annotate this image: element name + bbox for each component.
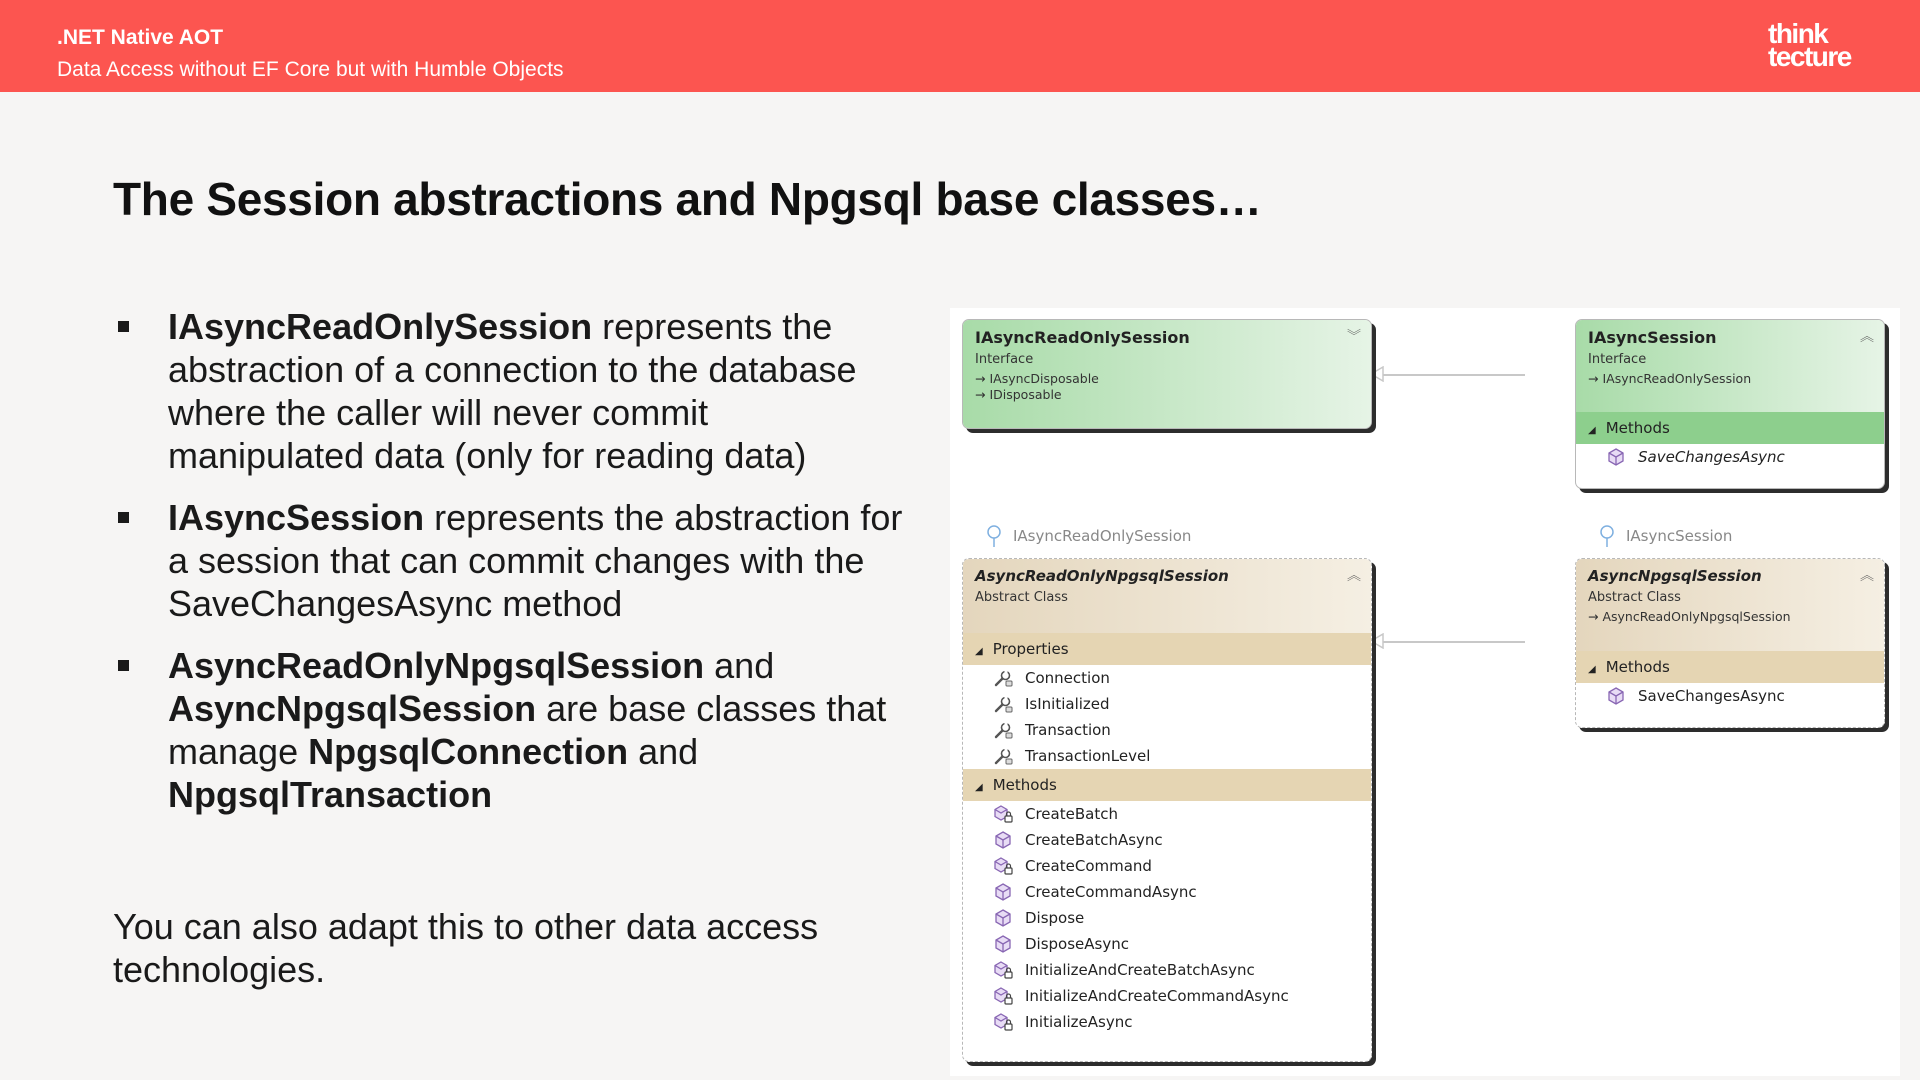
method-item[interactable] [1576, 683, 1884, 709]
method-item[interactable] [963, 801, 1371, 827]
property-name: Transaction [1025, 721, 1111, 739]
asyncnpgsqlsession-box[interactable] [1575, 558, 1885, 728]
protected-method-icon [993, 804, 1013, 824]
type-name: IAsyncSession [1588, 328, 1717, 347]
inherits-label: IAsyncReadOnlySession [1602, 371, 1752, 386]
properties-section-header[interactable] [963, 633, 1371, 665]
method-name: CreateCommandAsync [1025, 883, 1197, 901]
property-wrench-icon [993, 694, 1013, 714]
properties-list [963, 665, 1371, 769]
box-header [963, 320, 1371, 429]
inherits-label: AsyncReadOnlyNpgsqlSession [1602, 609, 1791, 624]
inherits-item: → IAsyncDisposable [975, 371, 1099, 386]
implements-lollipop-left [987, 525, 1191, 547]
method-icon [993, 934, 1013, 954]
section-label: Properties [992, 640, 1069, 658]
collapse-chevron-icon[interactable]: ︽ [1860, 568, 1874, 584]
protected-method-icon [993, 1012, 1013, 1032]
thinktecture-logo [1768, 18, 1851, 72]
method-name: InitializeAndCreateBatchAsync [1025, 961, 1255, 979]
box-header [1576, 559, 1884, 651]
bullet-item [113, 644, 903, 816]
methods-section-header[interactable] [1576, 412, 1884, 444]
bullet-term: NpgsqlConnection [308, 731, 629, 772]
method-icon [1606, 447, 1626, 467]
method-item[interactable] [1576, 444, 1884, 470]
bullet-item [113, 496, 903, 625]
inherits-item: → AsyncReadOnlyNpgsqlSession [1588, 609, 1791, 624]
bullet-square-icon [118, 321, 129, 332]
method-icon [993, 908, 1013, 928]
methods-section-header[interactable] [1576, 651, 1884, 683]
implements-lollipop-right [1600, 525, 1732, 547]
property-wrench-icon [993, 668, 1013, 688]
lollipop-label: IAsyncSession [1626, 527, 1733, 545]
method-name: CreateBatchAsync [1025, 831, 1163, 849]
arrowhead-icon [1370, 366, 1384, 382]
property-name: Connection [1025, 669, 1110, 687]
method-name: CreateCommand [1025, 857, 1152, 875]
slide-title: The Session abstractions and Npgsql base classes… [113, 173, 1262, 225]
inherits-item: → IDisposable [975, 387, 1062, 402]
expand-chevron-icon[interactable]: ︾ [1347, 329, 1361, 345]
collapse-chevron-icon[interactable]: ︽ [1860, 329, 1874, 345]
logo-line-1: think [1768, 18, 1828, 49]
bullet-text: represents the abstraction of a connection to the database where the caller will never commit manipulated data (only for reading data) [168, 306, 857, 476]
inheritance-connector-interfaces [1375, 374, 1525, 376]
bullet-term: IAsyncReadOnlySession [168, 306, 593, 347]
method-item[interactable] [963, 1009, 1371, 1035]
method-icon [993, 882, 1013, 902]
bullet-text: and [628, 731, 699, 772]
property-item[interactable] [963, 743, 1371, 769]
type-kind: Abstract Class [975, 590, 1068, 605]
logo-line-2: tecture [1768, 41, 1851, 72]
property-wrench-icon [993, 746, 1013, 766]
header-subtitle: Data Access without EF Core but with Humble Objects [57, 58, 564, 81]
protected-method-icon [993, 986, 1013, 1006]
protected-method-icon [993, 856, 1013, 876]
property-name: IsInitialized [1025, 695, 1110, 713]
lollipop-label: IAsyncReadOnlySession [1013, 527, 1192, 545]
type-kind: Abstract Class [1588, 590, 1681, 605]
method-item[interactable] [963, 905, 1371, 931]
method-item[interactable] [963, 853, 1371, 879]
methods-list [963, 801, 1371, 1035]
property-item[interactable] [963, 665, 1371, 691]
method-item[interactable] [963, 983, 1371, 1009]
method-item[interactable] [963, 957, 1371, 983]
header-topic: .NET Native AOT [57, 26, 224, 49]
bullet-text: and [704, 645, 775, 686]
methods-section-header[interactable] [963, 769, 1371, 801]
type-kind: Interface [975, 352, 1034, 367]
method-icon [993, 830, 1013, 850]
box-header [1576, 320, 1884, 412]
footer-text: You can also adapt this to other data access technologies. [113, 906, 819, 990]
bullet-square-icon [118, 512, 129, 523]
section-label: Methods [992, 776, 1057, 794]
type-name: IAsyncReadOnlySession [975, 328, 1190, 347]
method-icon [1606, 686, 1626, 706]
inherits-item: → IAsyncReadOnlySession [1588, 371, 1752, 386]
collapse-chevron-icon[interactable]: ︽ [1347, 568, 1361, 584]
property-item[interactable] [963, 717, 1371, 743]
bullet-text: are base classes that manage [168, 688, 887, 772]
inheritance-connector-classes [1375, 641, 1525, 643]
collapse-triangle-icon: ◢ [1588, 425, 1596, 436]
bullet-square-icon [118, 660, 129, 671]
method-name: SaveChangesAsync [1638, 687, 1785, 705]
method-name: SaveChangesAsync [1638, 448, 1785, 466]
class-diagram [950, 308, 1900, 1076]
inherits-label: IAsyncDisposable [989, 371, 1099, 386]
section-label: Methods [1605, 419, 1670, 437]
method-name: Dispose [1025, 909, 1085, 927]
collapse-triangle-icon: ◢ [1588, 664, 1596, 675]
box-header [963, 559, 1371, 633]
section-label: Methods [1605, 658, 1670, 676]
type-name: AsyncReadOnlyNpgsqlSession [975, 567, 1229, 585]
method-item[interactable] [963, 879, 1371, 905]
property-name: TransactionLevel [1025, 747, 1151, 765]
iasyncsession-box[interactable] [1575, 319, 1885, 489]
method-name: InitializeAsync [1025, 1013, 1133, 1031]
inherits-label: IDisposable [989, 387, 1062, 402]
type-kind: Interface [1588, 352, 1647, 367]
arrowhead-icon [1370, 633, 1384, 649]
slide-header [0, 0, 1920, 92]
method-name: CreateBatch [1025, 805, 1118, 823]
collapse-triangle-icon: ◢ [975, 646, 983, 657]
interface-lollipop-icon [1600, 525, 1614, 547]
type-name: AsyncNpgsqlSession [1588, 567, 1762, 585]
bullet-term: NpgsqlTransaction [168, 774, 493, 815]
asyncreadonlynpgsqlsession-box[interactable] [962, 558, 1372, 1062]
property-item[interactable] [963, 691, 1371, 717]
bullet-list [113, 305, 903, 835]
method-name: InitializeAndCreateCommandAsync [1025, 987, 1289, 1005]
property-wrench-icon [993, 720, 1013, 740]
iasyncreadonlysession-box[interactable] [962, 319, 1372, 429]
method-item[interactable] [963, 931, 1371, 957]
method-name: DisposeAsync [1025, 935, 1129, 953]
method-item[interactable] [963, 827, 1371, 853]
bullet-term: AsyncNpgsqlSession [168, 688, 537, 729]
bullet-term: IAsyncSession [168, 497, 425, 538]
collapse-triangle-icon: ◢ [975, 782, 983, 793]
bullet-term: AsyncReadOnlyNpgsqlSession [168, 645, 705, 686]
protected-method-icon [993, 960, 1013, 980]
bullet-text: represents the abstraction for a session that can commit changes with the SaveChangesAsync method [168, 497, 903, 624]
bullet-item [113, 305, 903, 477]
interface-lollipop-icon [987, 525, 1001, 547]
